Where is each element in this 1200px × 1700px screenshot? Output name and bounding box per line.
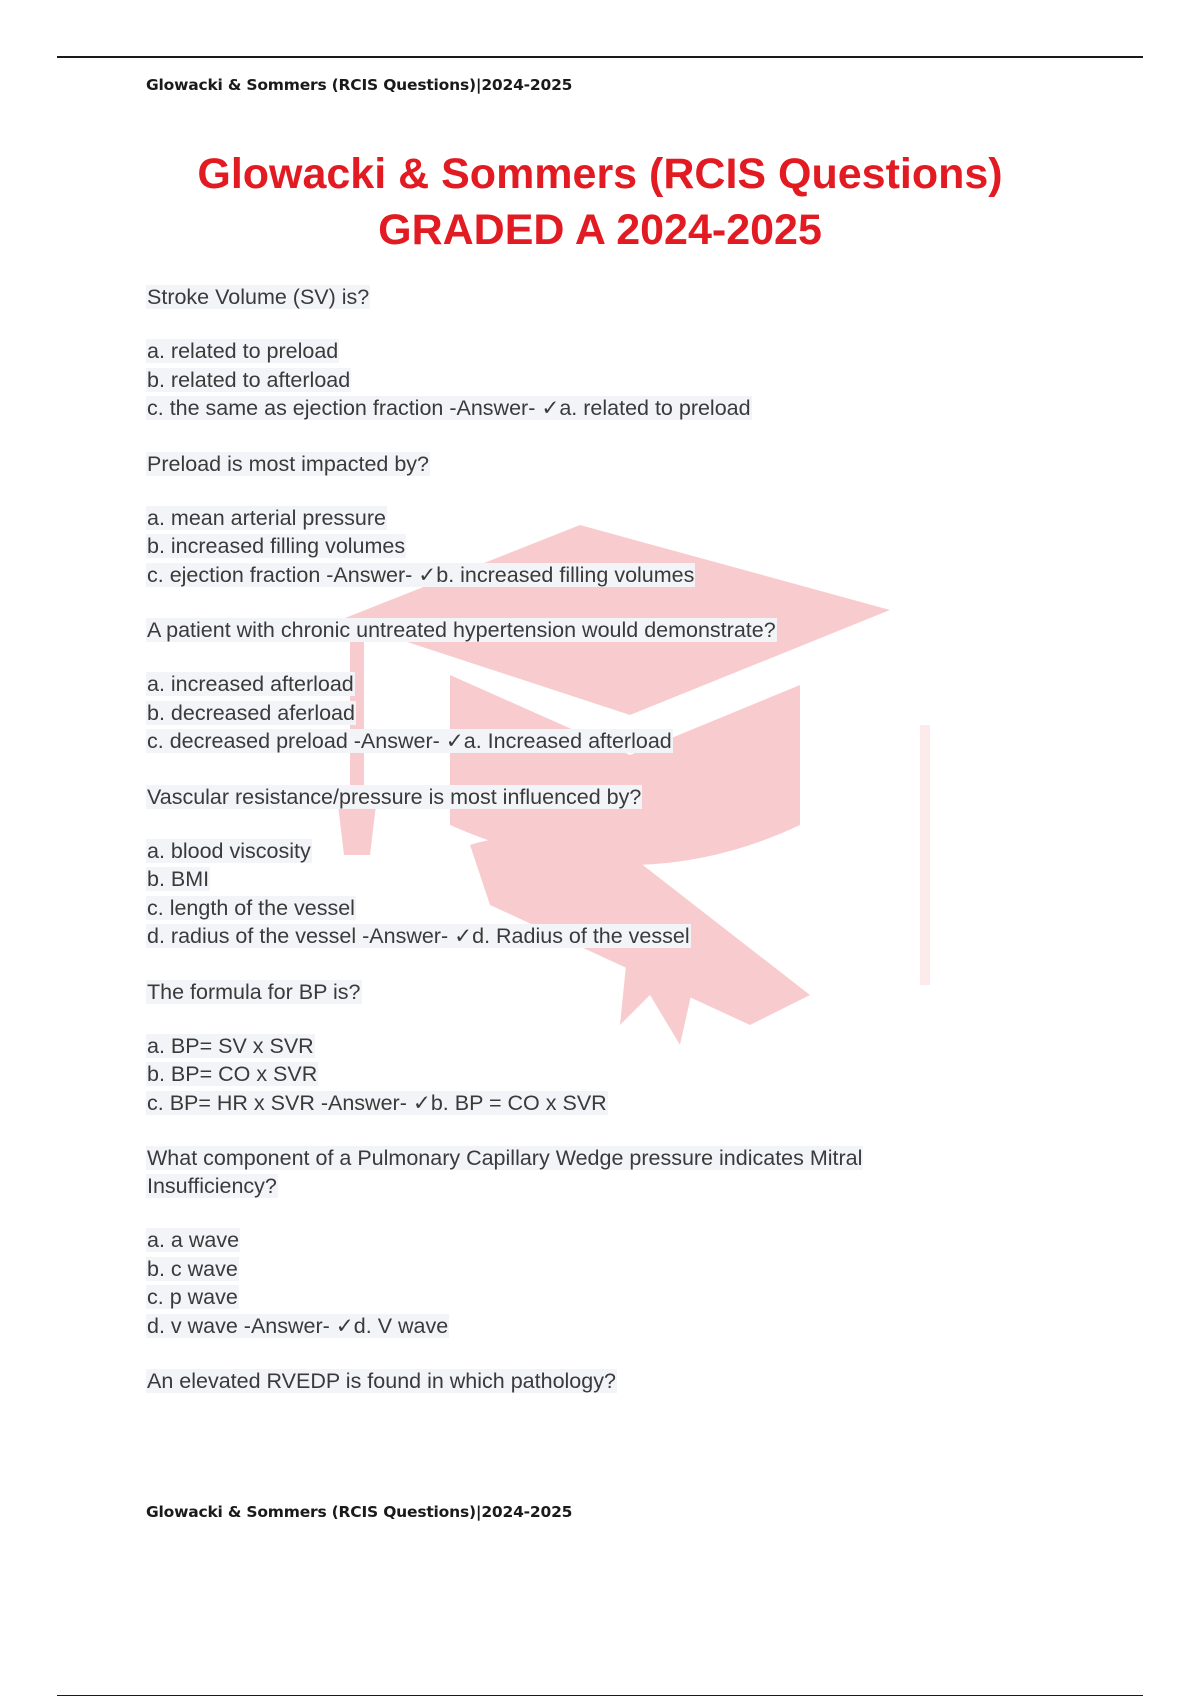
- question-stem: [146, 450, 1076, 478]
- answer-option-text: c. decreased preload -Answer- ✓a. Increased afterload: [147, 729, 672, 753]
- answer-option: [146, 837, 1076, 866]
- question-stem: [146, 1367, 1076, 1395]
- question-block: [146, 783, 1076, 951]
- answer-option-text: c. p wave: [147, 1285, 238, 1309]
- answer-option-text: c. the same as ejection fraction -Answer- ✓a. related to preload: [147, 396, 751, 420]
- answer-options: [146, 837, 1076, 951]
- answer-options: [146, 670, 1076, 756]
- answer-option-text: a. related to preload: [147, 339, 339, 363]
- answer-option: [146, 865, 1076, 894]
- question-list: [146, 283, 1076, 1422]
- question-stem: [146, 978, 1076, 1006]
- answer-option-text: d. v wave -Answer- ✓d. V wave: [147, 1313, 449, 1338]
- footer-rule: [57, 1695, 1143, 1696]
- answer-option: [146, 337, 1076, 366]
- question-block: [146, 978, 1076, 1118]
- question-block: [146, 616, 1076, 756]
- answer-option: [146, 1283, 1076, 1312]
- question-block: [146, 283, 1076, 423]
- answer-option: [146, 922, 1076, 951]
- answer-option: [146, 561, 1076, 590]
- question-stem: [146, 616, 1076, 644]
- question-stem: [146, 1144, 1076, 1200]
- answer-option-text: a. BP= SV x SVR: [147, 1033, 314, 1058]
- answer-option-text: d. radius of the vessel -Answer- ✓d. Radius of the vessel: [147, 924, 690, 948]
- question-stem-line: Vascular resistance/pressure is most influenced by?: [147, 784, 642, 809]
- answer-option: [146, 532, 1076, 561]
- answer-option-text: a. a wave: [147, 1228, 240, 1252]
- running-footer: Glowacki & Sommers (RCIS Questions)|2024-2025: [146, 1503, 573, 1521]
- answer-option-text: b. increased filling volumes: [147, 534, 406, 558]
- document-title: [0, 146, 1200, 258]
- answer-option: [146, 504, 1076, 533]
- question-stem-line: Preload is most impacted by?: [147, 451, 430, 476]
- answer-option-text: a. increased afterload: [147, 672, 354, 696]
- answer-option: [146, 1032, 1076, 1061]
- title-line-2: GRADED A 2024-2025: [378, 206, 822, 254]
- answer-option: [146, 727, 1076, 756]
- running-header: Glowacki & Sommers (RCIS Questions)|2024-2025: [146, 76, 573, 94]
- answer-options: [146, 504, 1076, 590]
- question-stem-line: Insufficiency?: [147, 1174, 277, 1198]
- answer-options: [146, 1226, 1076, 1340]
- answer-option: [146, 1226, 1076, 1255]
- answer-option-text: c. length of the vessel: [147, 895, 355, 920]
- answer-option-text: c. BP= HR x SVR -Answer- ✓b. BP = CO x SVR: [147, 1090, 607, 1115]
- answer-option-text: b. BP= CO x SVR: [147, 1062, 318, 1086]
- question-block: [146, 1144, 1076, 1340]
- answer-option: [146, 1060, 1076, 1089]
- question-stem-line: What component of a Pulmonary Capillary Wedge pressure indicates Mitral: [147, 1146, 863, 1170]
- question-stem-line: Stroke Volume (SV) is?: [147, 285, 370, 309]
- question-stem: [146, 783, 1076, 811]
- question-stem-line: A patient with chronic untreated hypertension would demonstrate?: [147, 618, 776, 642]
- answer-option-text: a. mean arterial pressure: [147, 505, 386, 530]
- title-line-1: Glowacki & Sommers (RCIS Questions): [197, 150, 1003, 198]
- answer-option: [146, 1312, 1076, 1341]
- answer-option-text: b. c wave: [147, 1256, 238, 1281]
- answer-option: [146, 1089, 1076, 1118]
- answer-option: [146, 366, 1076, 395]
- question-stem: [146, 283, 1076, 311]
- answer-option-text: a. blood viscosity: [147, 838, 311, 863]
- answer-option: [146, 1255, 1076, 1284]
- answer-option-text: b. related to afterload: [147, 367, 351, 392]
- question-stem-line: The formula for BP is?: [147, 979, 361, 1004]
- answer-option: [146, 670, 1076, 699]
- question-block: [146, 450, 1076, 590]
- question-block: [146, 1367, 1076, 1395]
- answer-option: [146, 699, 1076, 728]
- answer-options: [146, 1032, 1076, 1118]
- answer-options: [146, 337, 1076, 423]
- answer-option-text: b. decreased aferload: [147, 700, 355, 725]
- answer-option-text: b. BMI: [147, 867, 210, 891]
- answer-option-text: c. ejection fraction -Answer- ✓b. increased filling volumes: [147, 562, 695, 587]
- question-stem-line: An elevated RVEDP is found in which pathology?: [147, 1369, 616, 1393]
- answer-option: [146, 894, 1076, 923]
- header-rule: [57, 56, 1143, 58]
- answer-option: [146, 394, 1076, 423]
